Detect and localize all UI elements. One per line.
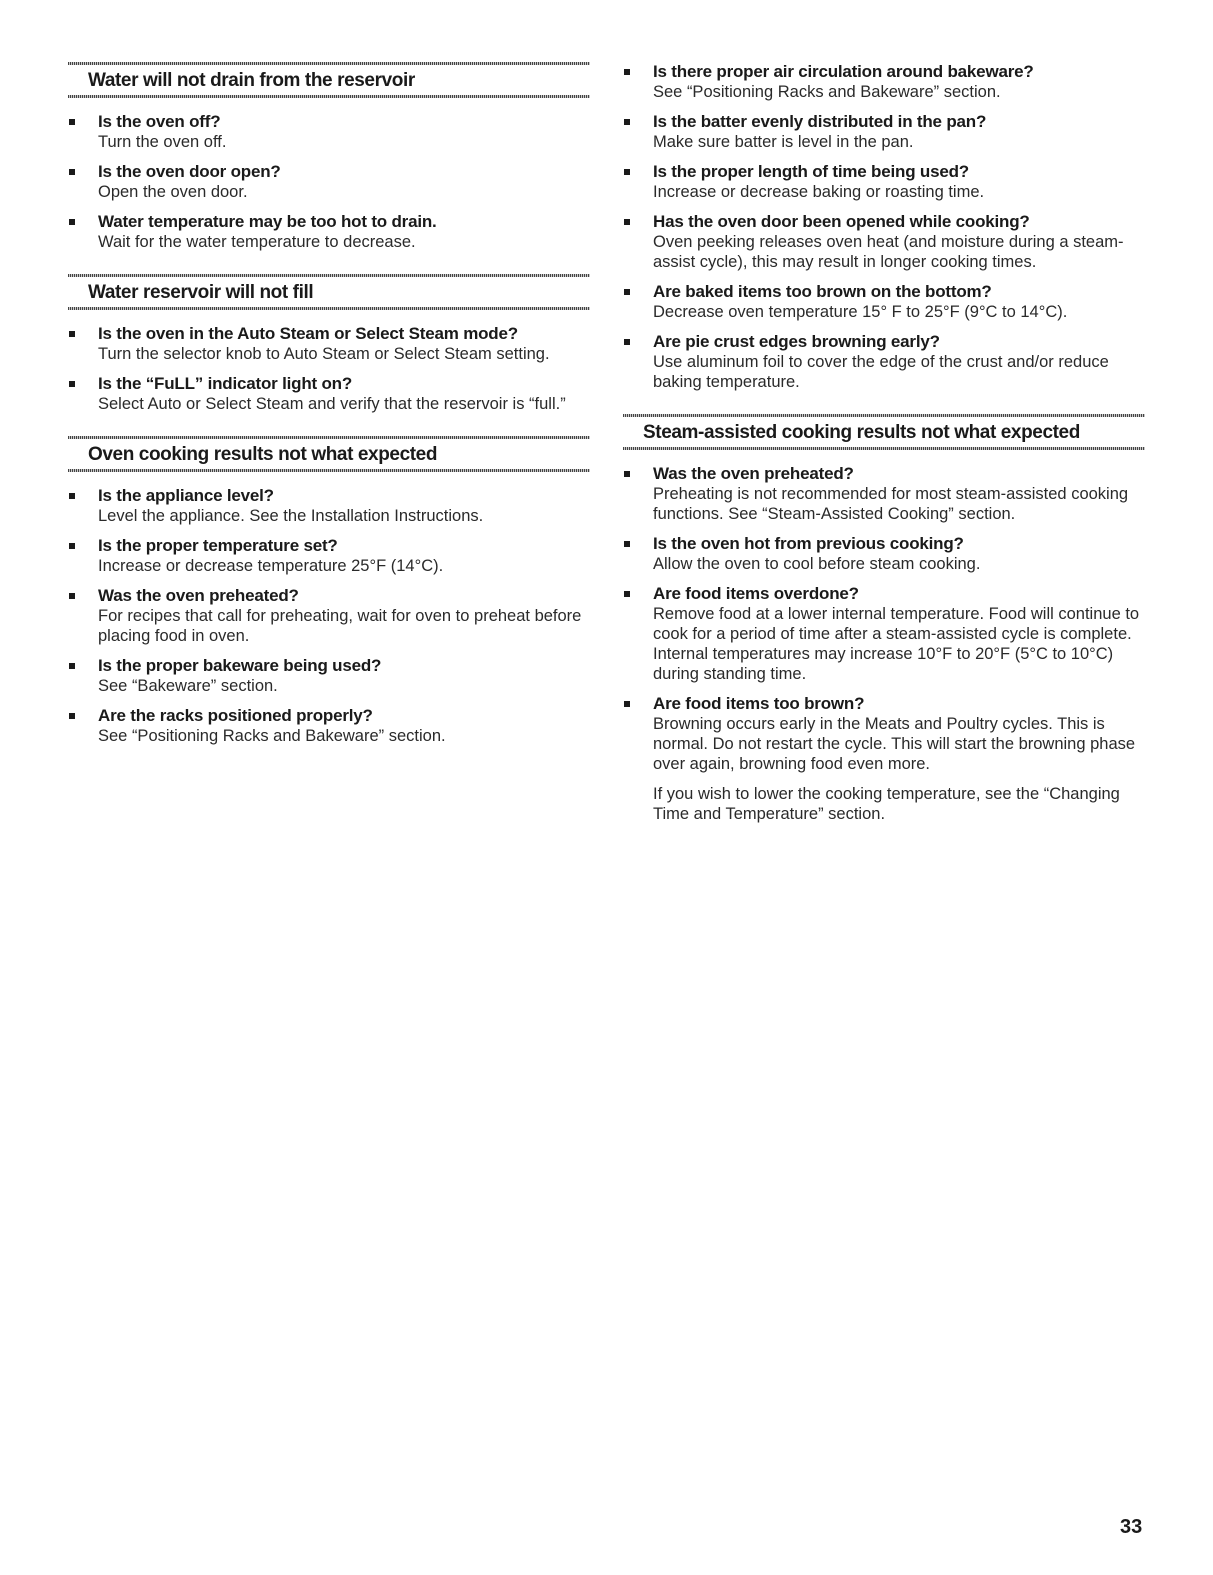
section-header <box>68 436 590 472</box>
bullet-icon <box>69 713 75 719</box>
section-title: Water reservoir will not fill <box>88 282 314 303</box>
bullet-icon <box>624 339 630 345</box>
bullet-icon <box>624 591 630 597</box>
bullet-icon <box>624 119 630 125</box>
question: Is the oven in the Auto Steam or Select Steam mode? <box>98 324 518 343</box>
bullet-icon <box>69 219 75 225</box>
list-item <box>623 584 1145 684</box>
answer: Turn the oven off. <box>98 133 227 151</box>
question: Water temperature may be too hot to drain. <box>98 212 437 231</box>
list-item <box>68 374 590 414</box>
question: Are the racks positioned properly? <box>98 706 373 725</box>
list-item <box>623 282 1145 322</box>
bullet-icon <box>69 169 75 175</box>
bullet-icon <box>624 541 630 547</box>
divider <box>623 447 1145 450</box>
answer: Increase or decrease temperature 25°F (14°C). <box>98 557 444 575</box>
page-number: 33 <box>1120 1516 1143 1538</box>
question: Are food items too brown? <box>653 694 865 713</box>
answer: See “Bakeware” section. <box>98 677 278 695</box>
answer: Decrease oven temperature 15° F to 25°F (9°C to 14°C). <box>653 303 1068 321</box>
question: Is the appliance level? <box>98 486 274 505</box>
bullet-icon <box>624 69 630 75</box>
question: Is the “FuLL” indicator light on? <box>98 374 353 393</box>
bullet-icon <box>624 219 630 225</box>
question: Is there proper air circulation around bakeware? <box>653 62 1034 81</box>
bullet-icon <box>69 493 75 499</box>
question: Is the batter evenly distributed in the pan? <box>653 112 987 131</box>
question: Was the oven preheated? <box>98 586 299 605</box>
bullet-icon <box>624 169 630 175</box>
list-item <box>68 486 590 526</box>
section-header <box>623 414 1145 450</box>
section-title: Water will not drain from the reservoir <box>88 70 415 91</box>
list-item <box>623 332 1145 392</box>
answer: Allow the oven to cool before steam cooking. <box>653 555 981 573</box>
question: Is the oven off? <box>98 112 221 131</box>
list-item <box>623 62 1145 102</box>
section-title: Steam-assisted cooking results not what expected <box>643 422 1080 443</box>
bullet-icon <box>624 289 630 295</box>
bullet-icon <box>624 471 630 477</box>
answer: Remove food at a lower internal temperature. Food will continue to cook for a period of time after a steam-assisted cycle is complete. Internal temperatures may increase 10°F to 20°F (5°C to 10°C) during standing time. <box>653 605 1140 683</box>
list-item <box>623 162 1145 202</box>
answer: Level the appliance. See the Installation Instructions. <box>98 507 484 525</box>
answer: Increase or decrease baking or roasting time. <box>653 183 985 201</box>
section-title: Oven cooking results not what expected <box>88 444 438 465</box>
answer: For recipes that call for preheating, wait for oven to preheat before placing food in oven. <box>98 607 582 645</box>
note-paragraph: If you wish to lower the cooking temperature, see the “Changing Time and Temperature” section. <box>653 785 1120 823</box>
bullet-icon <box>69 593 75 599</box>
answer: See “Positioning Racks and Bakeware” section. <box>653 83 1001 101</box>
question: Is the oven door open? <box>98 162 281 181</box>
list-item <box>68 536 590 576</box>
bullet-icon <box>69 543 75 549</box>
answer: Browning occurs early in the Meats and Poultry cycles. This is normal. Do not restart the cycle. This will start the browning phase over again, browning food even more. <box>653 715 1136 773</box>
divider <box>68 469 590 472</box>
list-item <box>68 212 590 252</box>
list-item <box>623 464 1145 524</box>
bullet-icon <box>69 331 75 337</box>
list-item <box>68 112 590 152</box>
left-column <box>68 62 590 756</box>
question: Was the oven preheated? <box>653 464 854 483</box>
list-item <box>623 212 1145 272</box>
answer: Use aluminum foil to cover the edge of the crust and/or reduce baking temperature. <box>653 353 1109 391</box>
question: Are food items overdone? <box>653 584 859 603</box>
list-item <box>623 112 1145 152</box>
question: Is the proper temperature set? <box>98 536 338 555</box>
answer: Wait for the water temperature to decrease. <box>98 233 416 251</box>
list-item <box>68 656 590 696</box>
bullet-icon <box>69 119 75 125</box>
question: Is the proper bakeware being used? <box>98 656 382 675</box>
right-column <box>623 62 1145 824</box>
question: Are baked items too brown on the bottom? <box>653 282 992 301</box>
bullet-icon <box>624 701 630 707</box>
list-item <box>68 586 590 646</box>
answer: Select Auto or Select Steam and verify that the reservoir is “full.” <box>98 395 566 413</box>
question: Is the proper length of time being used? <box>653 162 969 181</box>
question: Is the oven hot from previous cooking? <box>653 534 964 553</box>
divider <box>68 95 590 98</box>
list-item <box>68 706 590 746</box>
list-item <box>68 162 590 202</box>
answer: See “Positioning Racks and Bakeware” section. <box>98 727 446 745</box>
section-header <box>68 62 590 98</box>
section-header <box>68 274 590 310</box>
list-item <box>623 694 1145 774</box>
list-item <box>623 534 1145 574</box>
answer: Oven peeking releases oven heat (and moisture during a steam-assist cycle), this may result in longer cooking times. <box>653 233 1124 271</box>
answer: Open the oven door. <box>98 183 248 201</box>
question: Has the oven door been opened while cooking? <box>653 212 1030 231</box>
bullet-icon <box>69 381 75 387</box>
answer: Make sure batter is level in the pan. <box>653 133 914 151</box>
bullet-icon <box>69 663 75 669</box>
question: Are pie crust edges browning early? <box>653 332 940 351</box>
divider <box>68 307 590 310</box>
answer: Preheating is not recommended for most steam-assisted cooking functions. See “Steam-Assisted Cooking” section. <box>653 485 1129 523</box>
list-item <box>68 324 590 364</box>
answer: Turn the selector knob to Auto Steam or Select Steam setting. <box>98 345 550 363</box>
